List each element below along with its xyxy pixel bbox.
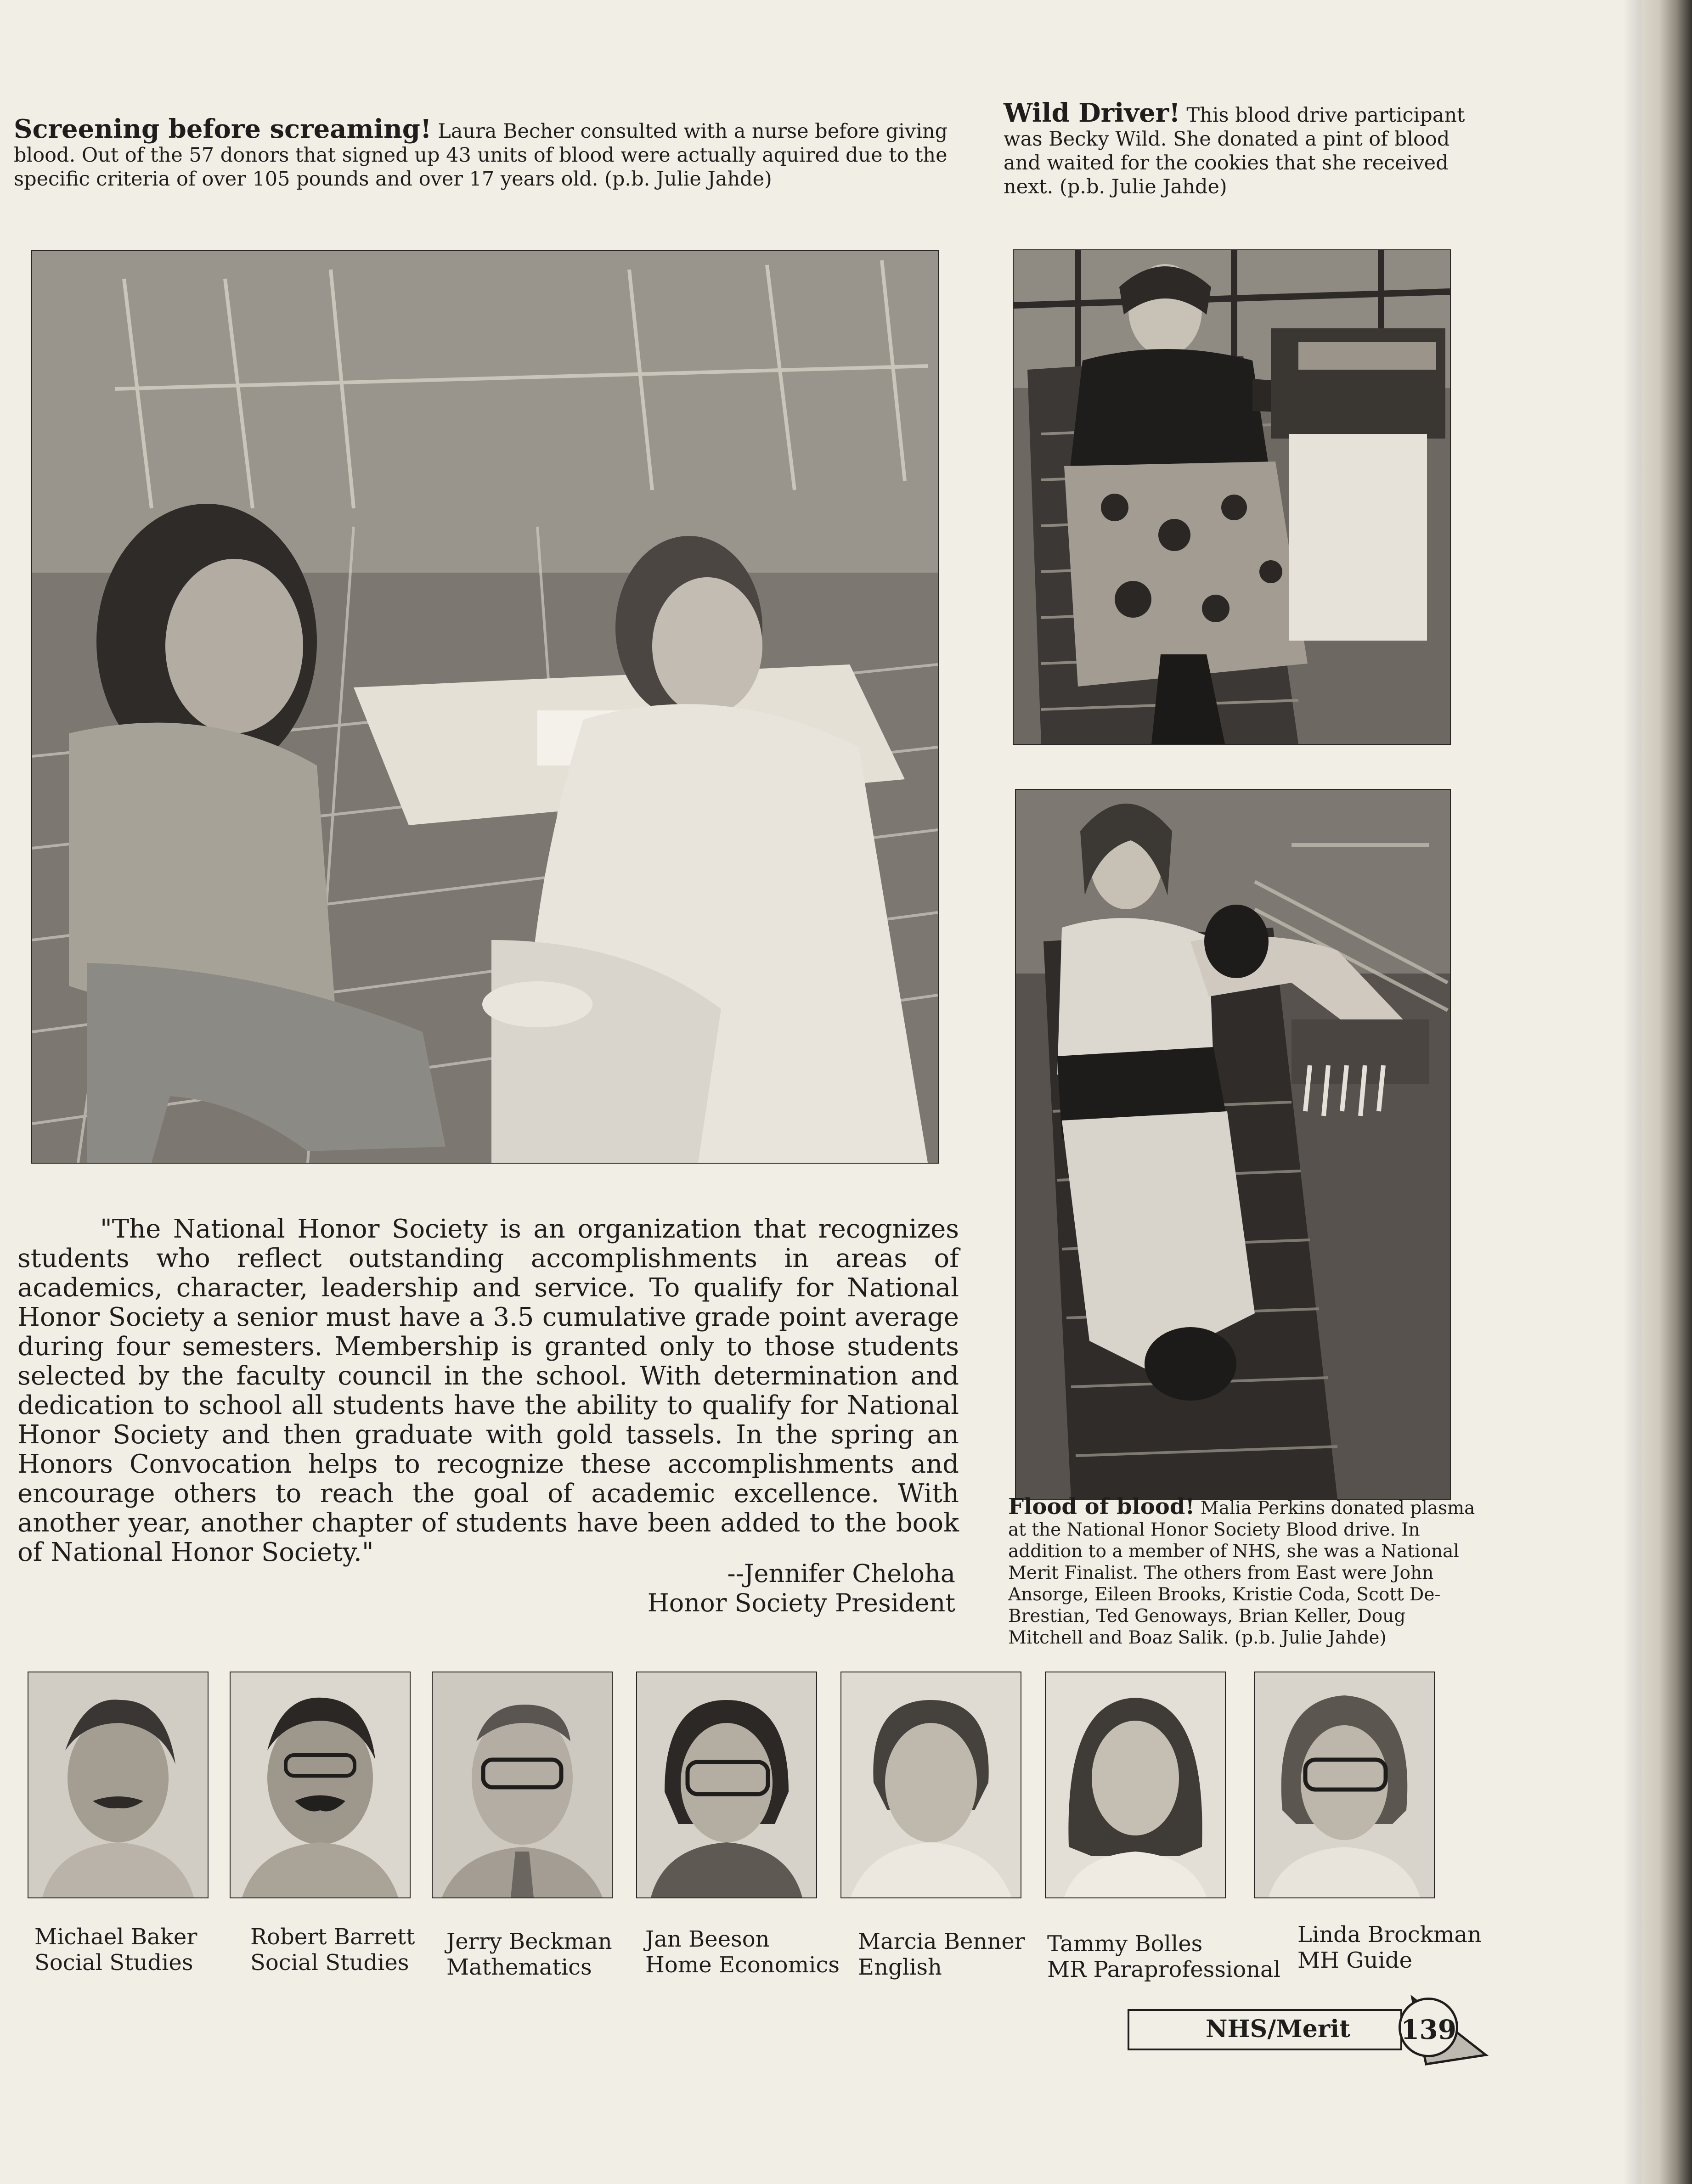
- photo-flood-of-blood: [1015, 789, 1451, 1500]
- faculty-caption: [1297, 1922, 1482, 1973]
- photo-wild-driver: [1013, 249, 1451, 745]
- faculty-subject: Social Studies: [34, 1950, 193, 1976]
- quote-signature: [597, 1559, 955, 1618]
- page-number: 139: [1399, 1998, 1458, 2057]
- caption-body: This blood drive participant was Becky Wild. She donated a pint of blood and waited for the cookies that she received next. (p.b. Julie Jahde): [1004, 104, 1465, 198]
- faculty-portrait: [28, 1672, 209, 1898]
- faculty-portrait: [432, 1672, 613, 1898]
- faculty-name: Jerry Beckman: [446, 1929, 612, 1954]
- faculty-subject: Mathematics: [446, 1954, 592, 1980]
- faculty-name: Jan Beeson: [645, 1926, 770, 1952]
- page-footer-tab: [1128, 1998, 1486, 2057]
- faculty-caption: [34, 1924, 197, 1976]
- quote-author: --Jennifer Cheloha: [727, 1559, 955, 1588]
- book-binding: [1641, 0, 1692, 2184]
- faculty-name: Tammy Bolles: [1047, 1931, 1203, 1957]
- faculty-name: Linda Brockman: [1297, 1922, 1482, 1948]
- faculty-caption: [645, 1926, 840, 1978]
- nhs-quote: [17, 1215, 959, 1567]
- quote-author-role: Honor Society President: [647, 1588, 955, 1617]
- faculty-subject: Home Economics: [645, 1952, 840, 1978]
- faculty-portrait: [1045, 1672, 1226, 1898]
- section-label: NHS/Merit: [1206, 2015, 1351, 2043]
- caption-body: Laura Becher consulted with a nurse before giving blood. Out of the 57 donors that signed up 43 units of blood were actually aquired due to the specific criteria of over 105 pounds and over 17 years old. (p.b. Julie Jahde): [14, 120, 948, 191]
- photo-screening: [31, 250, 939, 1164]
- faculty-subject: MR Paraprofessional: [1047, 1957, 1281, 1982]
- faculty-name: Marcia Benner: [858, 1929, 1025, 1954]
- caption-title: Flood of blood!: [1008, 1494, 1195, 1520]
- faculty-caption: [1047, 1931, 1280, 1982]
- faculty-name: Robert Barrett: [250, 1924, 415, 1950]
- faculty-caption: [250, 1924, 415, 1976]
- faculty-portrait: [840, 1672, 1021, 1898]
- caption-flood-of-blood: [1008, 1496, 1477, 1649]
- caption-title: Screening before screaming!: [14, 114, 432, 144]
- faculty-portrait: [230, 1672, 411, 1898]
- faculty-subject: MH Guide: [1297, 1948, 1413, 1973]
- caption-screening: [14, 114, 960, 191]
- faculty-portrait: [636, 1672, 817, 1898]
- quote-text: "The National Honor Society is an organization that recognizes students who reflect outstanding accomplishments in areas of academics, character, leadership and service. To qualify for National Honor Society a senior must have a 3.5 cumulative grade point average during four semesters. Membership is granted only to those students selected by the faculty council in the school. With determination and dedication to school all students have the ability to qualify for National Honor Society and then graduate with gold tassels. In the spring an Honors Convocation helps to recognize these accomplishments and encourage others to reach the goal of academic excellence. With another year, another chapter of students have been added to the book of National Honor Society.": [17, 1214, 959, 1567]
- binding-shadow: [1623, 0, 1641, 2184]
- faculty-caption: [446, 1929, 612, 1980]
- faculty-subject: English: [858, 1954, 942, 1980]
- caption-title: Wild Driver!: [1004, 98, 1180, 128]
- caption-body: Malia Perkins donated plasma at the National Honor Society Blood drive. In addition to a member of NHS, she was a National Merit Finalist. The others from East were John Ansorge, Eileen Brooks, Kristie Coda, Scott De-Brestian, Ted Genoways, Brian Keller, Doug Mitchell and Boaz Salik. (p.b. Julie Jahde): [1008, 1498, 1475, 1648]
- faculty-caption: [858, 1929, 1025, 1980]
- faculty-portrait: [1254, 1672, 1435, 1898]
- faculty-name: Michael Baker: [34, 1924, 197, 1950]
- faculty-subject: Social Studies: [250, 1950, 409, 1976]
- caption-wild-driver: [1004, 98, 1477, 199]
